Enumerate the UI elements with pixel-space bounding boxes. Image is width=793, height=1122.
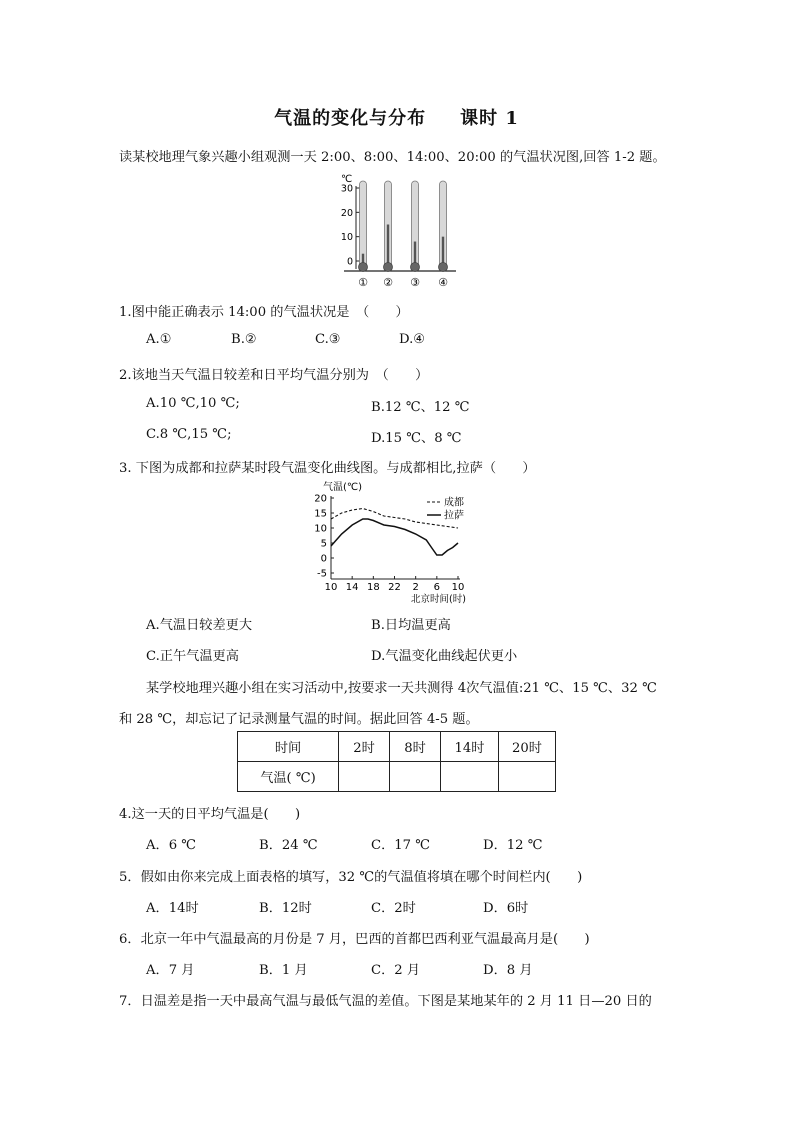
table-row — [238, 762, 556, 792]
thermometer-label: ④ — [438, 276, 448, 289]
table-header-cell: 8时 — [390, 732, 441, 762]
para45-line2: 和 28 ℃，却忘记了记录测量气温的时间。据此回答 4-5 题。 — [119, 712, 479, 727]
q2-option-d[interactable]: D.15 ℃、8 ℃ — [371, 431, 462, 446]
table-cell[interactable] — [441, 762, 499, 792]
q5-option-b[interactable]: B．12时 — [259, 901, 312, 916]
thermometer-label: ③ — [410, 276, 420, 289]
chart-ylabel: 气温(℃) — [323, 482, 363, 493]
q5-option-c[interactable]: C．2时 — [371, 901, 416, 916]
chart-y-tick-label: -5 — [317, 568, 327, 580]
q4-option-b[interactable]: B．24 ℃ — [259, 838, 318, 853]
chart-xlabel: 北京时间(时) — [411, 594, 466, 605]
legend-label: 成都 — [444, 497, 464, 509]
thermometer-figure — [330, 170, 465, 290]
thermometer-label: ① — [358, 276, 368, 289]
fig1-tick-label: 10 — [340, 232, 353, 244]
q1-option-d[interactable]: D.④ — [399, 332, 426, 347]
chart-x-tick-label: 2 — [412, 582, 419, 593]
table-header-cell: 2时 — [339, 732, 390, 762]
chart-y-tick-label: 20 — [314, 493, 327, 505]
thermometer-bulb — [411, 263, 420, 272]
q1-option-a[interactable]: A.① — [146, 332, 172, 347]
thermometer-bulb — [359, 263, 368, 272]
table-header-row — [238, 732, 556, 762]
temperature-table — [237, 731, 556, 792]
q6-stem: 6．北京一年中气温最高的月份是 7 月，巴西的首都巴西利亚气温最高月是( ) — [119, 932, 590, 947]
q5-stem: 5．假如由你来完成上面表格的填写，32 ℃的气温值将填在哪个时间栏内( ) — [119, 870, 583, 885]
thermometer-bulb — [384, 263, 393, 272]
chart-y-tick-label: 15 — [314, 508, 327, 520]
q5-option-d[interactable]: D．6时 — [483, 901, 529, 916]
chart-x-tick-label: 14 — [345, 582, 359, 593]
q2-stem: 2.该地当天气温日较差和日平均气温分别为 （ ） — [119, 368, 429, 383]
table-header-cell: 时间 — [238, 732, 339, 762]
q5-option-a[interactable]: A．14时 — [146, 901, 199, 916]
chart-x-tick-label: 18 — [366, 582, 380, 593]
thermometer-mercury — [387, 225, 389, 268]
legend-label: 拉萨 — [444, 510, 464, 522]
chart-x-tick-label: 6 — [433, 582, 441, 593]
q6-option-c[interactable]: C．2 月 — [371, 963, 421, 978]
table-header-cell: 20时 — [499, 732, 556, 762]
fig1-tick-label: 30 — [340, 183, 353, 195]
q6-option-a[interactable]: A．7 月 — [146, 963, 195, 978]
q1-stem: 1.图中能正确表示 14:00 的气温状况是 （ ） — [119, 305, 409, 320]
table-cell[interactable] — [390, 762, 441, 792]
q3-option-d[interactable]: D.气温变化曲线起伏更小 — [371, 649, 518, 664]
q2-option-b[interactable]: B.12 ℃、12 ℃ — [371, 400, 470, 415]
page-title: 气温的变化与分布 课时 1 — [274, 108, 519, 129]
q4-option-a[interactable]: A．6 ℃ — [146, 838, 197, 853]
chart-x-tick-label: 22 — [388, 582, 401, 593]
table-cell[interactable] — [339, 762, 390, 792]
thermometer-label: ② — [383, 276, 393, 289]
table-cell[interactable] — [499, 762, 556, 792]
chart-y-tick-label: 0 — [320, 553, 327, 565]
table-row-label: 气温( ℃) — [238, 762, 339, 792]
temperature-line-chart — [305, 476, 495, 606]
q6-option-b[interactable]: B．1 月 — [259, 963, 308, 978]
q4-option-d[interactable]: D．12 ℃ — [483, 838, 543, 853]
chart-y-tick-label: 5 — [320, 538, 327, 550]
para45-line1: 某学校地理兴趣小组在实习活动中,按要求一天共测得 4次气温值:21 ℃、15 ℃、32 ℃ — [146, 681, 657, 696]
fig1-tick-label: 20 — [340, 207, 353, 219]
q7-stem: 7．日温差是指一天中最高气温与最低气温的差值。下图是某地某年的 2 月 11 日—20 日的 — [119, 994, 652, 1009]
q3-stem: 3. 下图为成都和拉萨某时段气温变化曲线图。与成都相比,拉萨（ ） — [119, 461, 536, 476]
chart-y-tick-label: 10 — [314, 523, 327, 535]
q6-option-d[interactable]: D．8 月 — [483, 963, 533, 978]
q3-option-a[interactable]: A.气温日较差更大 — [146, 618, 253, 633]
chart-x-tick-label: 10 — [451, 582, 465, 593]
fig1-tick-label: 0 — [346, 256, 353, 268]
q2-option-a[interactable]: A.10 ℃,10 ℃; — [146, 396, 240, 411]
thermometer-bulb — [439, 263, 448, 272]
q4-stem: 4.这一天的日平均气温是( ) — [119, 807, 301, 822]
q4-option-c[interactable]: C．17 ℃ — [371, 838, 431, 853]
table-header-cell: 14时 — [441, 732, 499, 762]
intro-text: 读某校地理气象兴趣小组观测一天 2:00、8:00、14:00、20:00 的气温状况图,回答 1-2 题。 — [119, 150, 666, 165]
q3-option-b[interactable]: B.日均温更高 — [371, 618, 451, 633]
q1-option-c[interactable]: C.③ — [315, 332, 341, 347]
q3-option-c[interactable]: C.正午气温更高 — [146, 649, 239, 664]
chart-x-tick-label: 10 — [324, 582, 338, 593]
chart-series-line-拉萨 — [331, 519, 458, 555]
chart-series-line-成都 — [331, 509, 458, 529]
q2-option-c[interactable]: C.8 ℃,15 ℃; — [146, 427, 232, 442]
fig1-unit: ℃ — [341, 174, 353, 185]
q1-option-b[interactable]: B.② — [231, 332, 257, 347]
